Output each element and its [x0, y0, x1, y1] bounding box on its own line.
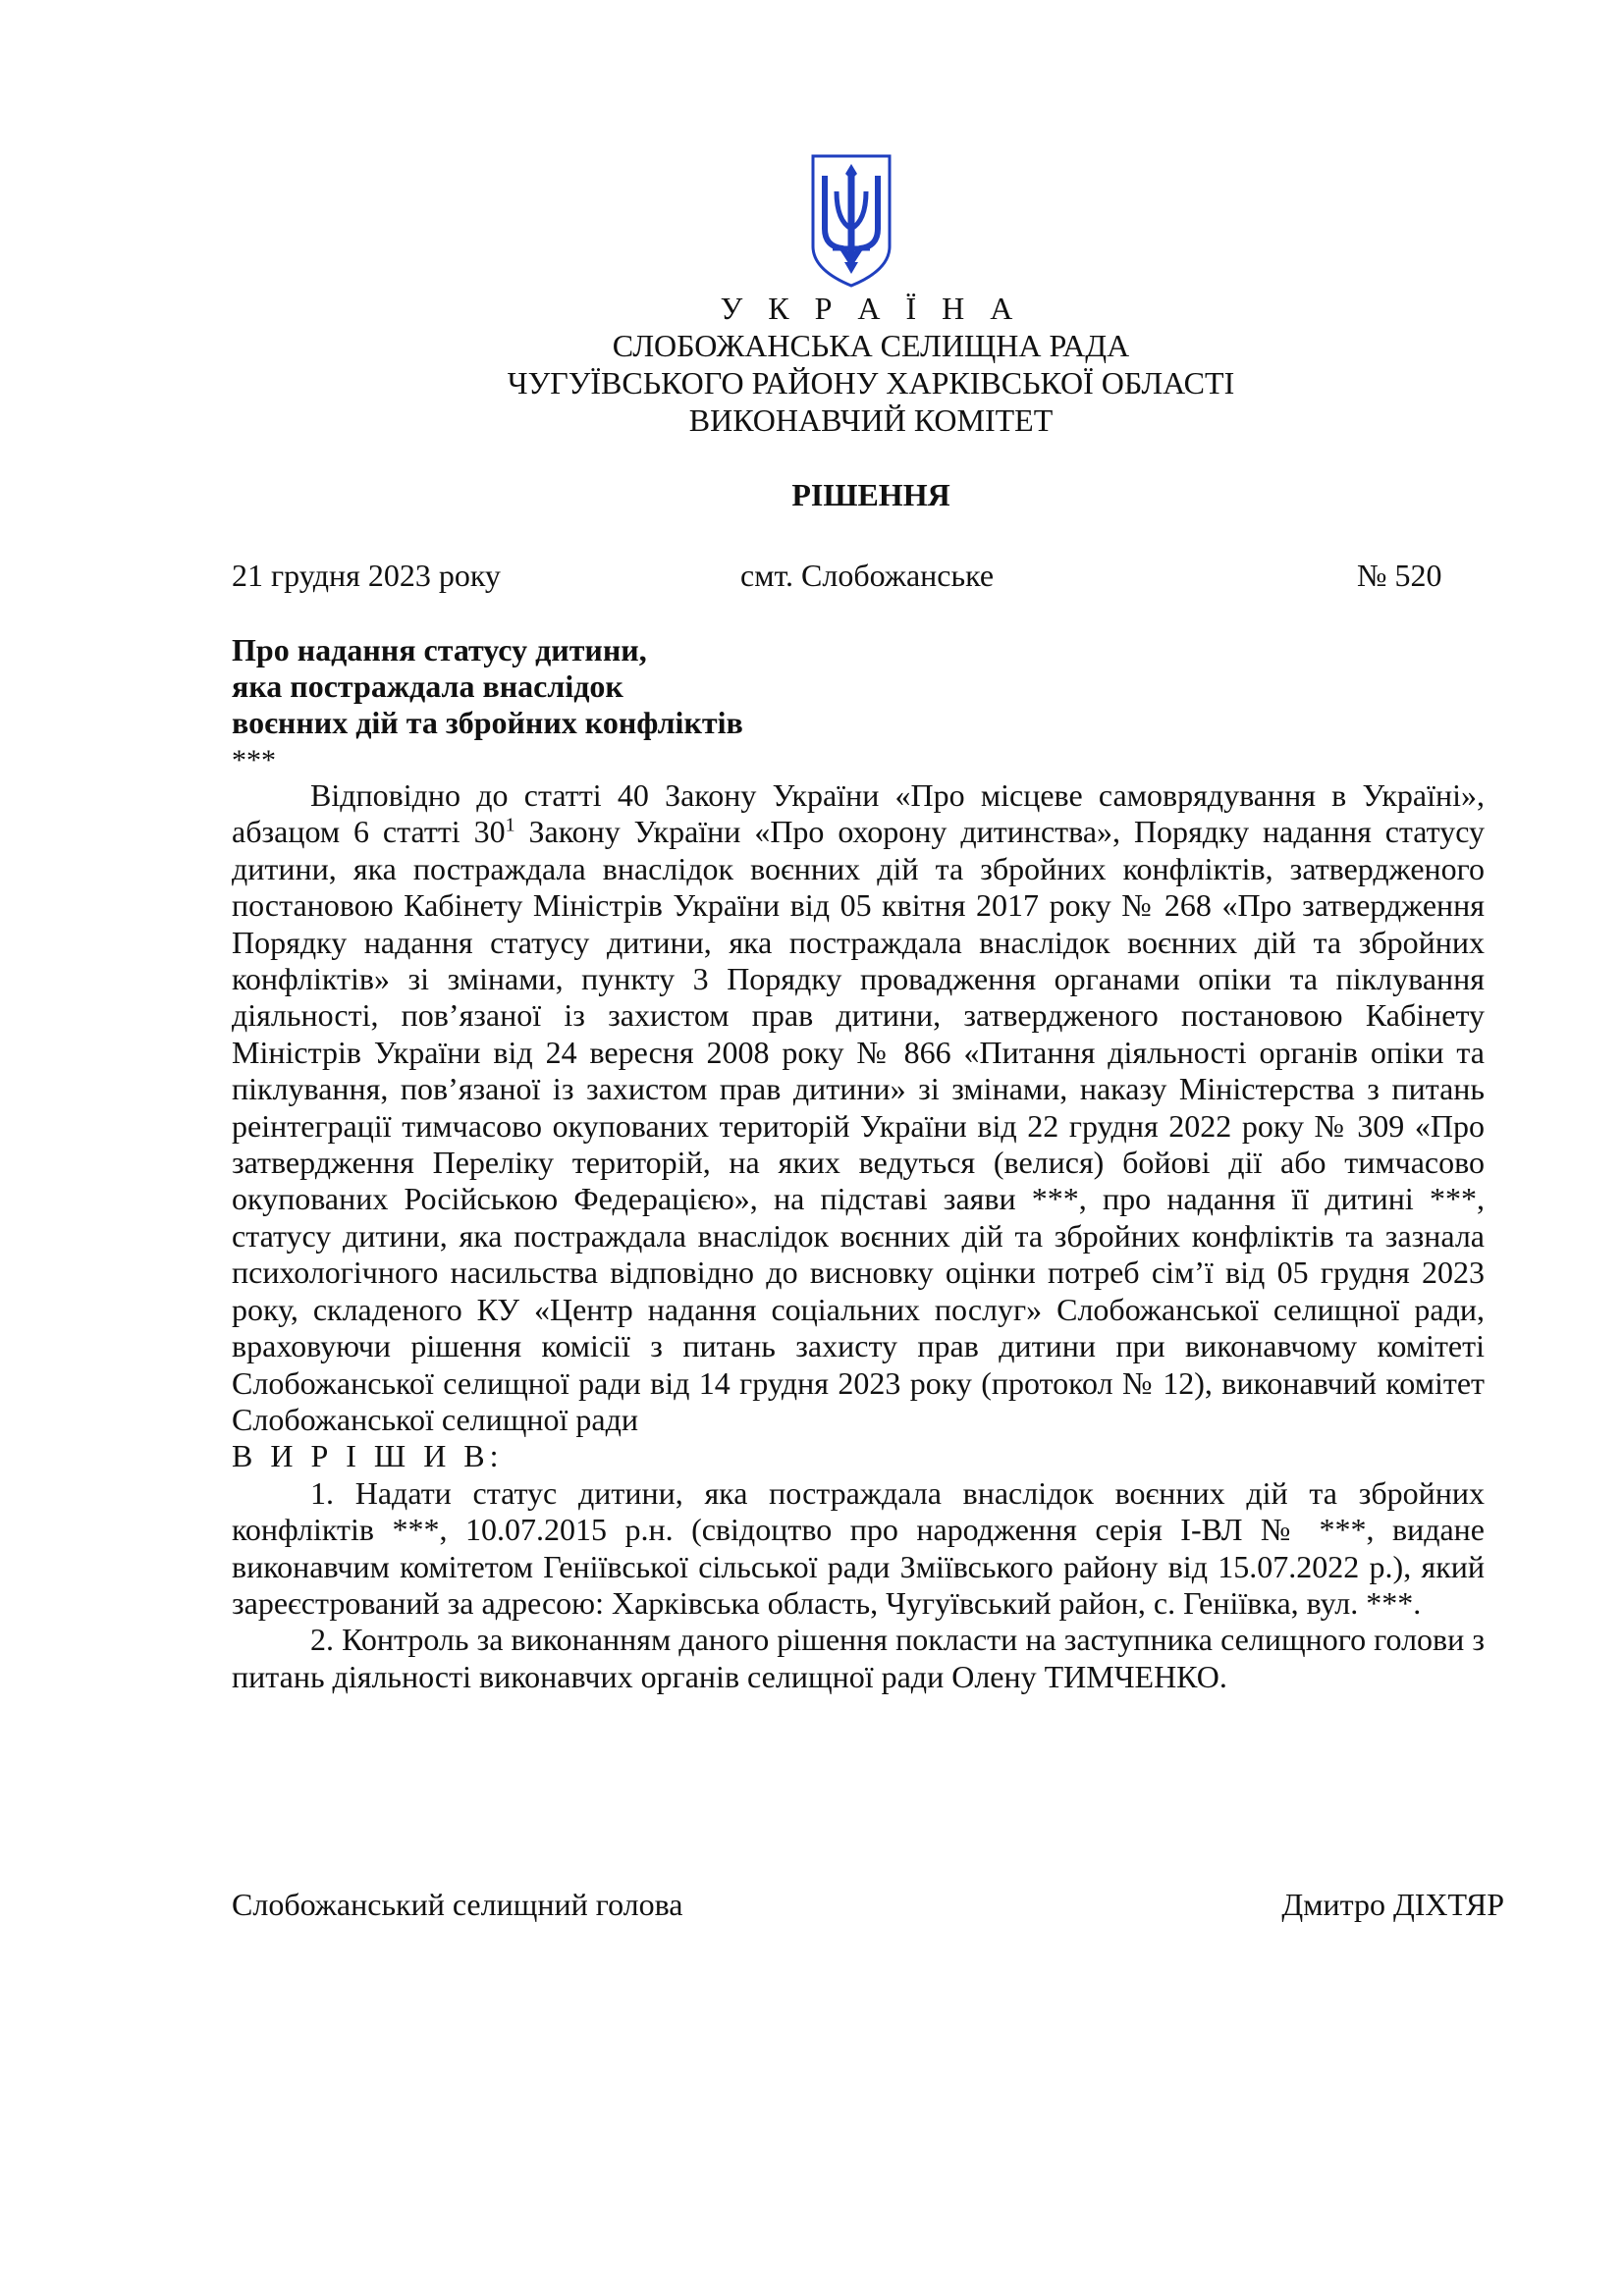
preamble-paragraph — [232, 777, 1485, 1438]
document-header — [0, 290, 1624, 439]
preamble-text: Відповідно до статті 40 Закону України «Про місцеве самоврядування в Україні», абзацом 6 статті 30 — [232, 777, 1485, 850]
document-body — [232, 777, 1485, 1695]
subject-line: яка постраждала внаслідок — [232, 668, 623, 704]
council-name: СЛОБОЖАНСЬКА СЕЛИЩНА РАДА — [612, 328, 1130, 363]
trident-coat-of-arms-icon — [807, 152, 895, 290]
decision-item-1: 1. Надати статус дитини, яка постраждала внаслідок воєнних дій та збройних конфліктів ***, 10.07.2015 р.н. (свідоцтво про народження серія І-ВЛ № ***, видане виконавчим комітетом Геніївської сільської ради Зміївського району від 15.07.2022 р.), який зареєстрований за адресою: Харківська область, Чугуївський район, с. Геніївка, вул. ***. — [232, 1474, 1485, 1621]
subject-line: воєнних дій та збройних конфліктів — [232, 705, 743, 740]
decided-heading: В И Р І Ш И В: — [232, 1438, 504, 1474]
document-place: смт. Слобожанське — [740, 558, 995, 593]
preamble-text: Закону України «Про охорону дитинства», Порядку надання статусу дитини, яка постраждала внаслідок воєнних дій та збройних конфліктів, затвердженого постановою Кабінету Міністрів України від 05 квітня 2017 року № 268 «Про затвердження Порядку надання статусу дитини, яка постраждала внаслідок воєнних дій та збройних конфліктів» зі змінами, пункту 3 Порядку провадження органами опіки та піклування діяльності, пов’язаної із захистом прав дитини, затвердженого постановою Кабінету Міністрів України від 24 вересня 2008 року № 866 «Питання діяльності органів опіки та піклування, пов’язаної із захистом прав дитини» зі змінами, наказу Міністерства з питань реінтеграції тимчасово окупованих територій України від 22 грудня 2022 року № 309 «Про затвердження Переліку територій, на яких ведуться (велися) бойові дії або тимчасово окупованих Російською Федерацією», на підставі заяви ***, про надання її дитині ***, статусу дитини, яка постраждала внаслідок воєнних дій та збройних конфліктів та зазнала психологічного насильства відповідно до висновку оцінки потреб сім’ї від 05 грудня 2023 року, складеного КУ «Центр надання соціальних послуг» Слобожанської селищної ради, враховуючи рішення комісії з питань захисту прав дитини при виконавчому комітеті Слобожанської селищної ради від 14 грудня 2023 року (протокол № 12), виконавчий комітет Слобожанської селищної ради — [232, 814, 1486, 1437]
decision-item-2: 2. Контроль за виконанням даного рішення покласти на заступника селищного голови з питань діяльності виконавчих органів селищної ради Олену ТИМЧЕНКО. — [232, 1622, 1485, 1694]
document-subject — [232, 632, 743, 741]
masked-text: *** — [232, 744, 276, 776]
signatory-role: Слобожанський селищний голова — [232, 1887, 683, 1922]
document-meta — [232, 558, 1449, 597]
committee-name: ВИКОНАВЧИЙ КОМІТЕТ — [688, 402, 1054, 438]
document-number: № 520 — [1357, 558, 1442, 593]
document-date: 21 грудня 2023 року — [232, 558, 501, 593]
district-name: ЧУГУЇВСЬКОГО РАЙОНУ ХАРКІВСЬКОЇ ОБЛАСТІ — [507, 365, 1235, 400]
country-name: У К Р А Ї Н А — [720, 291, 1022, 326]
subject-line: Про надання статусу дитини, — [232, 632, 647, 667]
superscript: 1 — [505, 814, 515, 836]
document-title: РІШЕННЯ — [791, 477, 950, 512]
signatory-name: Дмитро ДІХТЯР — [1281, 1887, 1504, 1922]
